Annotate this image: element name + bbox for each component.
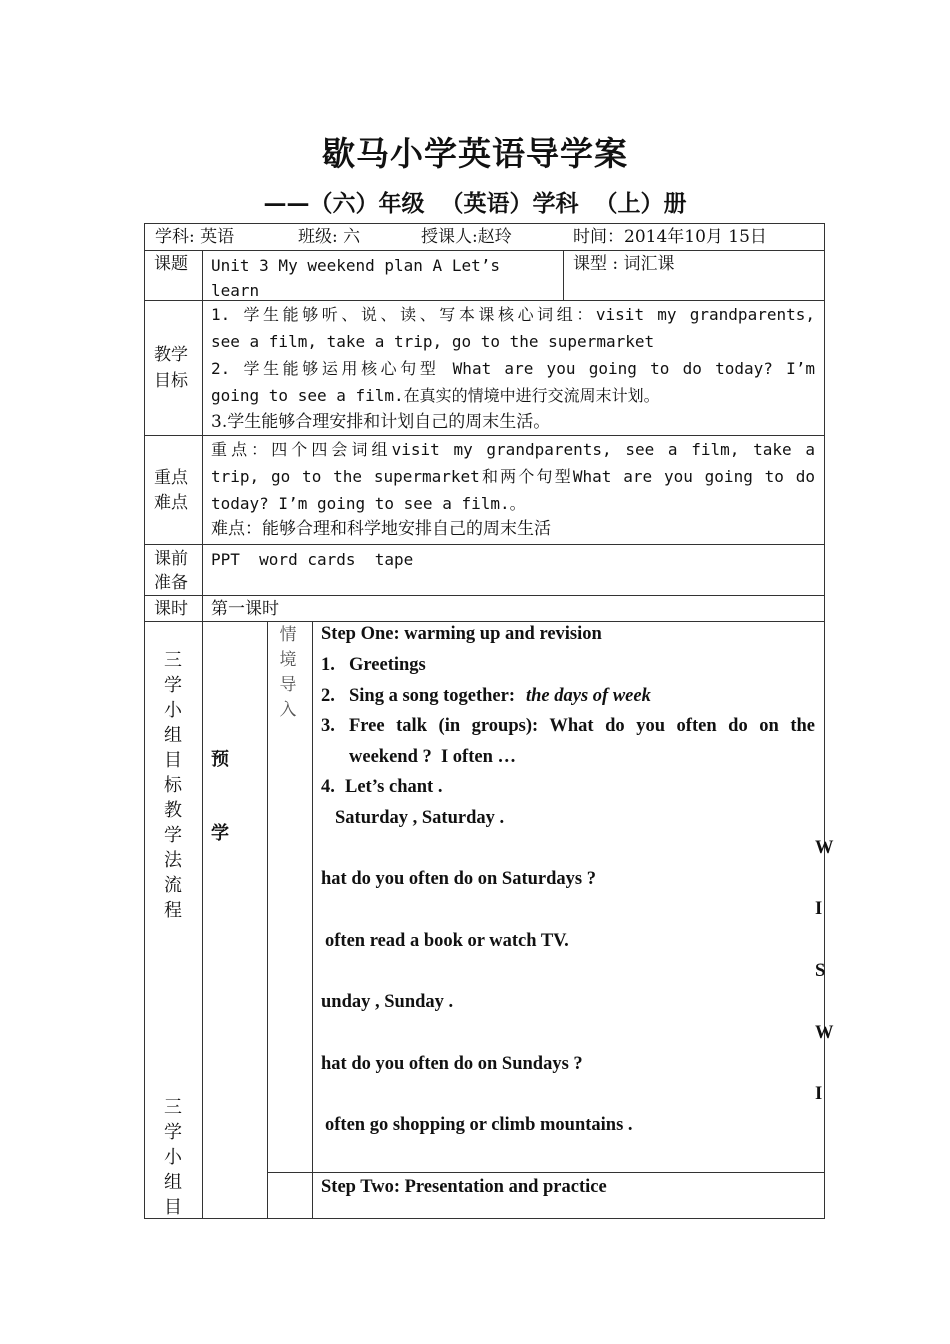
- info-teacher: 授课人:赵玲: [421, 227, 512, 247]
- step-two-title: Step Two: Presentation and practice: [321, 1177, 607, 1197]
- period-label: 课时: [154, 599, 188, 619]
- chant-line: Saturday , Saturday .: [335, 808, 505, 828]
- stray-letter: I: [815, 1084, 823, 1104]
- goals-label-2: 目标: [154, 371, 188, 391]
- item-number: 3.: [321, 716, 335, 736]
- item-italic-text: the days of week: [526, 686, 651, 706]
- prep-label-2: 准备: [154, 573, 188, 593]
- goals-label-1: 教学: [154, 345, 188, 365]
- item-text: Let’s chant .: [345, 777, 443, 797]
- item-text: Greetings: [349, 655, 426, 675]
- lesson-type: 课型 : 词汇课: [573, 254, 675, 274]
- chant-line: unday , Sunday .: [321, 992, 454, 1012]
- goal-line: 2. 学生能够运用核心句型 What are you going to do today? I’m: [211, 359, 815, 378]
- stray-letter: I: [815, 899, 823, 919]
- item-number: 4.: [321, 777, 335, 797]
- prep-label-1: 课前: [154, 549, 188, 569]
- info-time: 时间：2014年10月 15日: [573, 227, 767, 247]
- period-text: 第一课时: [211, 599, 279, 619]
- chant-line: often read a book or watch TV.: [325, 931, 569, 951]
- preview-char-1: 预: [211, 749, 229, 770]
- goal-line: see a film, take a trip, go to the supermarket: [211, 332, 655, 351]
- topic-line-2: learn: [211, 281, 260, 300]
- item-text: Free talk (in groups): What do you often do on the: [349, 716, 815, 736]
- goal-line: 3.学生能够合理安排和计划自己的周末生活。: [211, 412, 551, 432]
- process-column-label: 三学小组目标教学法流程: [164, 650, 182, 921]
- item-text: Sing a song together:: [349, 686, 515, 706]
- key-line: 重点：四个四会词组visit my grandparents, see a film, take a: [211, 440, 815, 459]
- preview-char-2: 学: [211, 823, 229, 844]
- process-column-label-continued: 三学小组目: [164, 1097, 182, 1218]
- stray-letter: W: [815, 838, 834, 858]
- info-subject: 学科: 英语: [155, 227, 235, 247]
- key-label-2: 难点: [154, 493, 188, 513]
- goal-line: going to see a film.在真实的情境中进行交流周末计划。: [211, 386, 660, 405]
- key-line: trip, go to the supermarket和两个句型What are you going to do: [211, 467, 815, 486]
- topic-line-1: Unit 3 My weekend plan A Let’s: [211, 256, 500, 275]
- key-line: 难点：能够合理和科学地安排自己的周末生活: [211, 519, 551, 539]
- key-line: today? I’m going to see a film.。: [211, 494, 526, 513]
- topic-label: 课题: [154, 254, 188, 274]
- chant-line: often go shopping or climb mountains .: [325, 1115, 633, 1135]
- goal-line: 1. 学生能够听、说、读、写本课核心词组：visit my grandparents,: [211, 305, 815, 324]
- prep-text: PPT word cards tape: [211, 550, 414, 569]
- chant-line: hat do you often do on Saturdays ?: [321, 869, 596, 889]
- stray-letter: W: [815, 1023, 834, 1043]
- item-number: 2.: [321, 686, 335, 706]
- step-one-title: Step One: warming up and revision: [321, 624, 602, 644]
- document-title: 歇马小学英语导学案: [322, 134, 628, 173]
- stray-letter: S: [815, 961, 826, 981]
- chant-line: hat do you often do on Sundays ?: [321, 1054, 583, 1074]
- item-text-continued: weekend ? I often …: [349, 747, 517, 767]
- context-intro-label: 情境导入: [279, 625, 297, 720]
- item-number: 1.: [321, 655, 335, 675]
- info-class: 班级: 六: [298, 227, 361, 247]
- key-label-1: 重点: [154, 468, 188, 488]
- document-subtitle: ——（六）年级 （英语）学科 （上）册: [263, 190, 687, 217]
